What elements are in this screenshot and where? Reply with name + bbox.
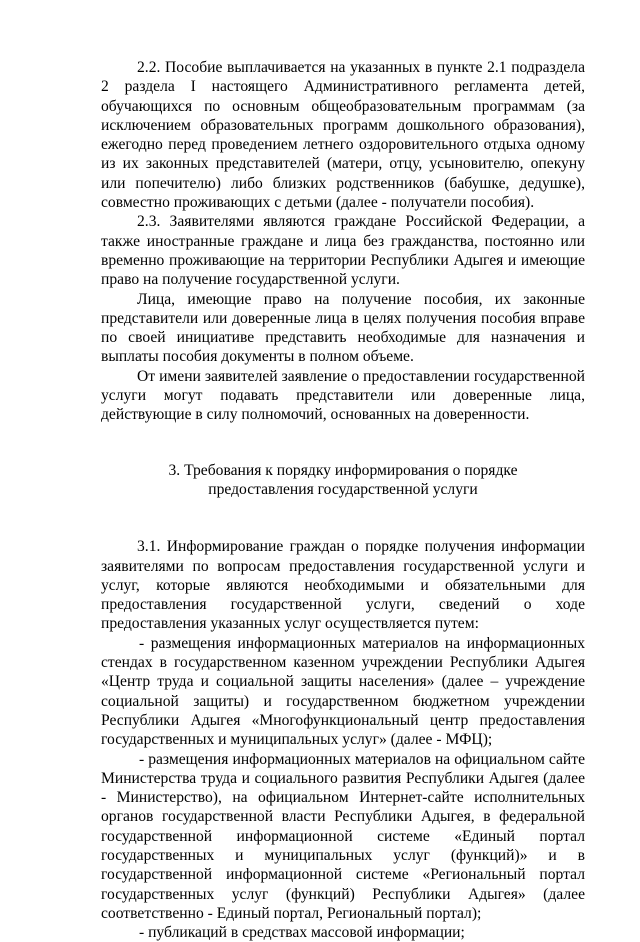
paragraph-2-3: 2.3. Заявителями являются граждане Российской Федерации, а также иностранные граждане и лица без гражданства, постоянно или временно проживающие на территории Республики Адыгея и имеющие право на получение государственной услуги. [101, 213, 585, 289]
section-3-heading [101, 461, 585, 500]
bullet-mass-media: - публикаций в средствах массовой информации; [139, 924, 465, 942]
bullet-official-websites: - размещения информационных материалов на официальном сайте Министерства труда и социального развития Республики Адыгея (далее - Министерство), на официальном Интернет-сайте исполнительных органов государственной власти Республики Адыгея, в федеральной государственной информационной системе «Единый портал государственных и муниципальных услуг (функций)» и в государственной информационной системе «Региональный портал государственных услуг (функций) Республики Адыгея» (далее соответственно - Единый портал, Региональный портал); [101, 750, 585, 922]
document-page [101, 58, 585, 942]
paragraph-persons-entitled: Лица, имеющие право на получение пособия, их законные представители или доверенные лица в целях получения пособия вправе по своей инициативе представить необходимые для назначения и выплаты пособия документы в полном объеме. [101, 290, 585, 366]
paragraph-2-2: 2.2. Пособие выплачивается на указанных в пункте 2.1 подраздела 2 раздела I настоящего Административного регламента детей, обучающихся по основным общеобразовательным программам (за исключением образовательных программ дошкольного образования), ежегодно перед проведением летнего оздоровительного отдыха одному из их законных представителей (матери, отцу, усыновителю, опекуну или попечителю) либо близких родственников (бабушке, дедушке), совместно проживающих с детьми (далее - получатели пособия). [101, 59, 585, 212]
bullet-info-stands: - размещения информационных материалов на информационных стендах в государственном казенном учреждении Республики Адыгея «Центр труда и социальной защиты населения» (далее – учреждение социальной защиты) и государственном бюджетном учреждении Республики Адыгея «Многофункциональный центр предоставления государственных и муниципальных услуг» (далее - МФЦ); [101, 634, 585, 749]
section-3-heading-line-1: 3. Требования к порядку информирования о порядке [168, 461, 518, 479]
paragraph-representatives: От имени заявителей заявление о предоставлении государственной услуги могут подавать представители или доверенные лица, действующие в силу полномочий, основанных на доверенности. [101, 367, 585, 424]
section-3-heading-line-2: предоставления государственной услуги [208, 480, 478, 498]
paragraph-3-1: 3.1. Информирование граждан о порядке получения информации заявителями по вопросам предоставления государственной услуги и услуг, которые являются необходимыми и обязательными для предоставления государственной услуги, сведений о ходе предоставления указанных услуг осуществляется путем: [101, 538, 585, 633]
